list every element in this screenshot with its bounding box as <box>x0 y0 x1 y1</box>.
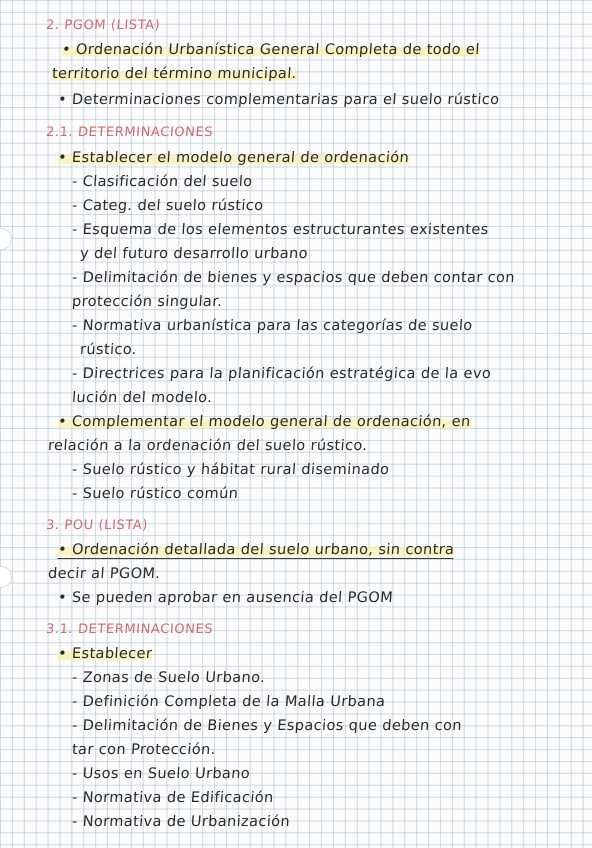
det21-suelo-comun: - Suelo rústico común <box>71 486 239 502</box>
pgom-bullet-determinaciones: • Determinaciones complementarias para el suelo rústico <box>57 92 501 108</box>
det31-zonas: - Zonas de Suelo Urbano. <box>71 670 266 686</box>
pgom-heading: 2. PGOM (LISTA) <box>45 18 161 33</box>
det21-esquema-cont: y del futuro desarrollo urbano <box>79 246 309 262</box>
pou-heading: 3. POU (LISTA) <box>45 518 149 533</box>
pou-bullet-aprobar: • Se pueden aprobar en ausencia del PGOM <box>57 590 394 606</box>
binder-hole-top <box>0 228 12 250</box>
det31-usos: - Usos en Suelo Urbano <box>71 766 251 782</box>
det31-delimitacion: - Delimitación de Bienes y Espacios que deben con <box>71 718 463 734</box>
det21-delimitacion-cont: protección singular. <box>71 294 223 310</box>
det31-delimitacion-cont: tar con Protección. <box>71 742 217 758</box>
section-3-1-heading: 3.1. DETERMINACIONES <box>45 622 214 637</box>
det21-directrices: - Directrices para la planificación estratégica de la evo <box>71 366 492 382</box>
det21-esquema: - Esquema de los elementos estructurantes existentes <box>71 222 490 238</box>
det21-categorias: - Categ. del suelo rústico <box>71 198 265 214</box>
det21-normativa-cont: rústico. <box>79 342 138 358</box>
det21-complementar-cont: relación a la ordenación del suelo rústico. <box>47 438 368 454</box>
det21-clasificacion: - Clasificación del suelo <box>71 174 254 190</box>
det21-establecer: • Establecer el modelo general de ordenación <box>57 150 410 166</box>
det31-establecer: • Establecer <box>57 646 153 662</box>
pou-bullet-ordenacion-cont: decir al PGOM. <box>47 566 161 582</box>
binder-hole-bottom <box>0 566 12 588</box>
det31-normativa-urbanizacion: - Normativa de Urbanización <box>71 814 291 830</box>
pgom-bullet-ordenacion: • Ordenación Urbanística General Completa de todo el <box>61 42 481 58</box>
pou-bullet-ordenacion: • Ordenación detallada del suelo urbano, sin contra <box>57 542 455 558</box>
det21-normativa: - Normativa urbanística para las categorías de suelo <box>71 318 474 334</box>
det21-habitat-rural: - Suelo rústico y hábitat rural diseminado <box>71 462 390 478</box>
det31-malla-urbana: - Definición Completa de la Malla Urbana <box>71 694 386 710</box>
pgom-bullet-ordenacion-cont: territorio del término municipal. <box>51 66 298 82</box>
det21-directrices-cont: lución del modelo. <box>71 390 213 406</box>
det21-delimitacion: - Delimitación de bienes y espacios que deben contar con <box>71 270 516 286</box>
det31-normativa-edificacion: - Normativa de Edificación <box>71 790 275 806</box>
section-2-1-heading: 2.1. DETERMINACIONES <box>45 125 214 140</box>
det21-complementar: • Complementar el modelo general de ordenación, en <box>57 414 472 430</box>
